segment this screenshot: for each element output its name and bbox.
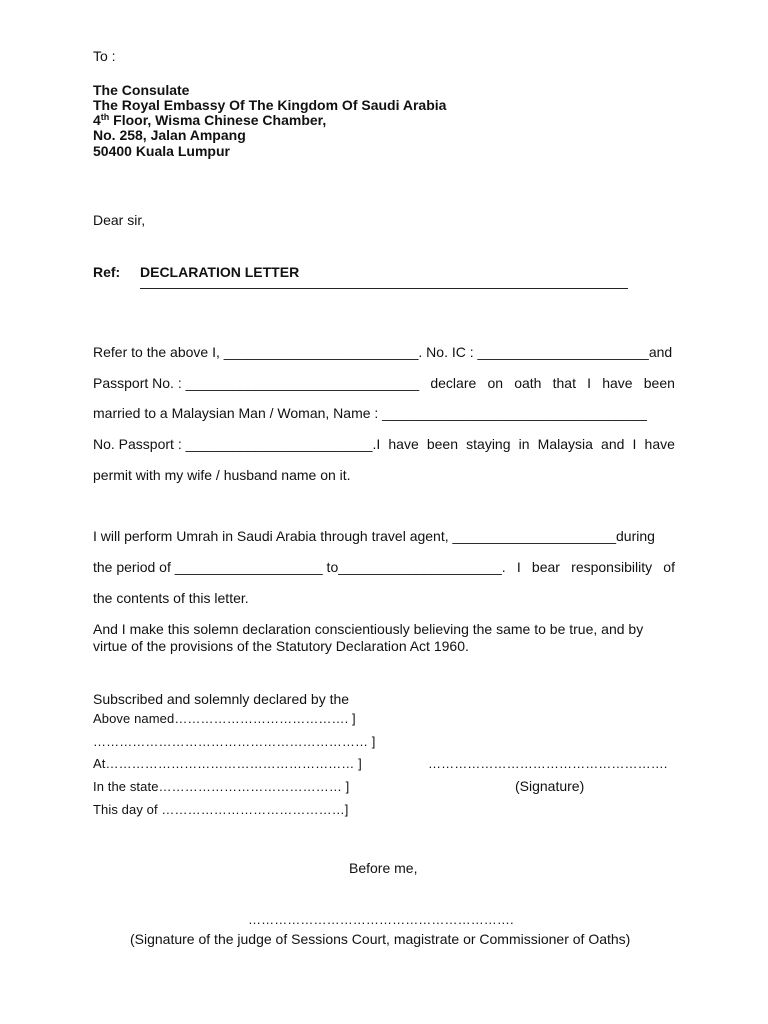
para3-line-1: And I make this solemn declaration conscientiously believing the same to be true, and by — [93, 621, 644, 637]
para2-line-3: the contents of this letter. — [93, 590, 249, 606]
address-line-1: The Consulate — [93, 82, 190, 98]
signature-dotted-line: ………………………………………………. — [428, 756, 668, 771]
address-line-4: No. 258, Jalan Ampang — [93, 127, 246, 143]
judge-signature-dotted-line: ……………………………………………………. — [248, 912, 514, 927]
para2-line-2: the period of ___________________ to_____________________. I bear responsibility of — [93, 559, 675, 575]
ref-title: DECLARATION LETTER — [140, 264, 300, 280]
this-day-of-line: This day of ……………………………………] — [93, 802, 349, 817]
in-the-state-line: In the state…………………………………… ] — [93, 779, 350, 794]
para1-line-2: Passport No. : ______________________________ declare on oath that I have been — [93, 375, 675, 391]
salutation: Dear sir, — [93, 212, 146, 228]
para1-line-4: No. Passport : ________________________.I have been staying in Malaysia and I have — [93, 436, 675, 452]
address-line-3 — [93, 112, 326, 128]
para1-line-5: permit with my wife / husband name on it. — [93, 467, 351, 483]
judge-signature-label: (Signature of the judge of Sessions Court, magistrate or Commissioner of Oaths) — [130, 931, 631, 947]
blank-dotted-line: ……………………………………………………… ] — [93, 734, 376, 749]
above-named-line: Above named…………………………………. ] — [93, 711, 356, 726]
ref-label: Ref: — [93, 264, 121, 280]
ref-underline — [140, 288, 628, 289]
floor-number: 4 — [93, 112, 101, 128]
before-me-label: Before me, — [349, 860, 418, 876]
to-label: To : — [93, 48, 116, 64]
signature-label: (Signature) — [515, 778, 585, 794]
address-line-5: 50400 Kuala Lumpur — [93, 143, 230, 159]
para3-line-2: virtue of the provisions of the Statutory Declaration Act 1960. — [93, 638, 469, 654]
at-line: At………………………………………………… ] — [93, 756, 362, 771]
floor-rest: Floor, Wisma Chinese Chamber, — [109, 112, 327, 128]
para2-line-1: I will perform Umrah in Saudi Arabia through travel agent, _____________________during — [93, 528, 655, 544]
subscribed-heading: Subscribed and solemnly declared by the — [93, 691, 350, 707]
address-line-2: The Royal Embassy Of The Kingdom Of Saudi Arabia — [93, 97, 447, 113]
para1-line-3: married to a Malaysian Man / Woman, Name : __________________________________ — [93, 405, 647, 421]
para1-line-1: Refer to the above I, _________________________. No. IC : ______________________and — [93, 344, 673, 360]
floor-suffix: th — [100, 112, 110, 122]
